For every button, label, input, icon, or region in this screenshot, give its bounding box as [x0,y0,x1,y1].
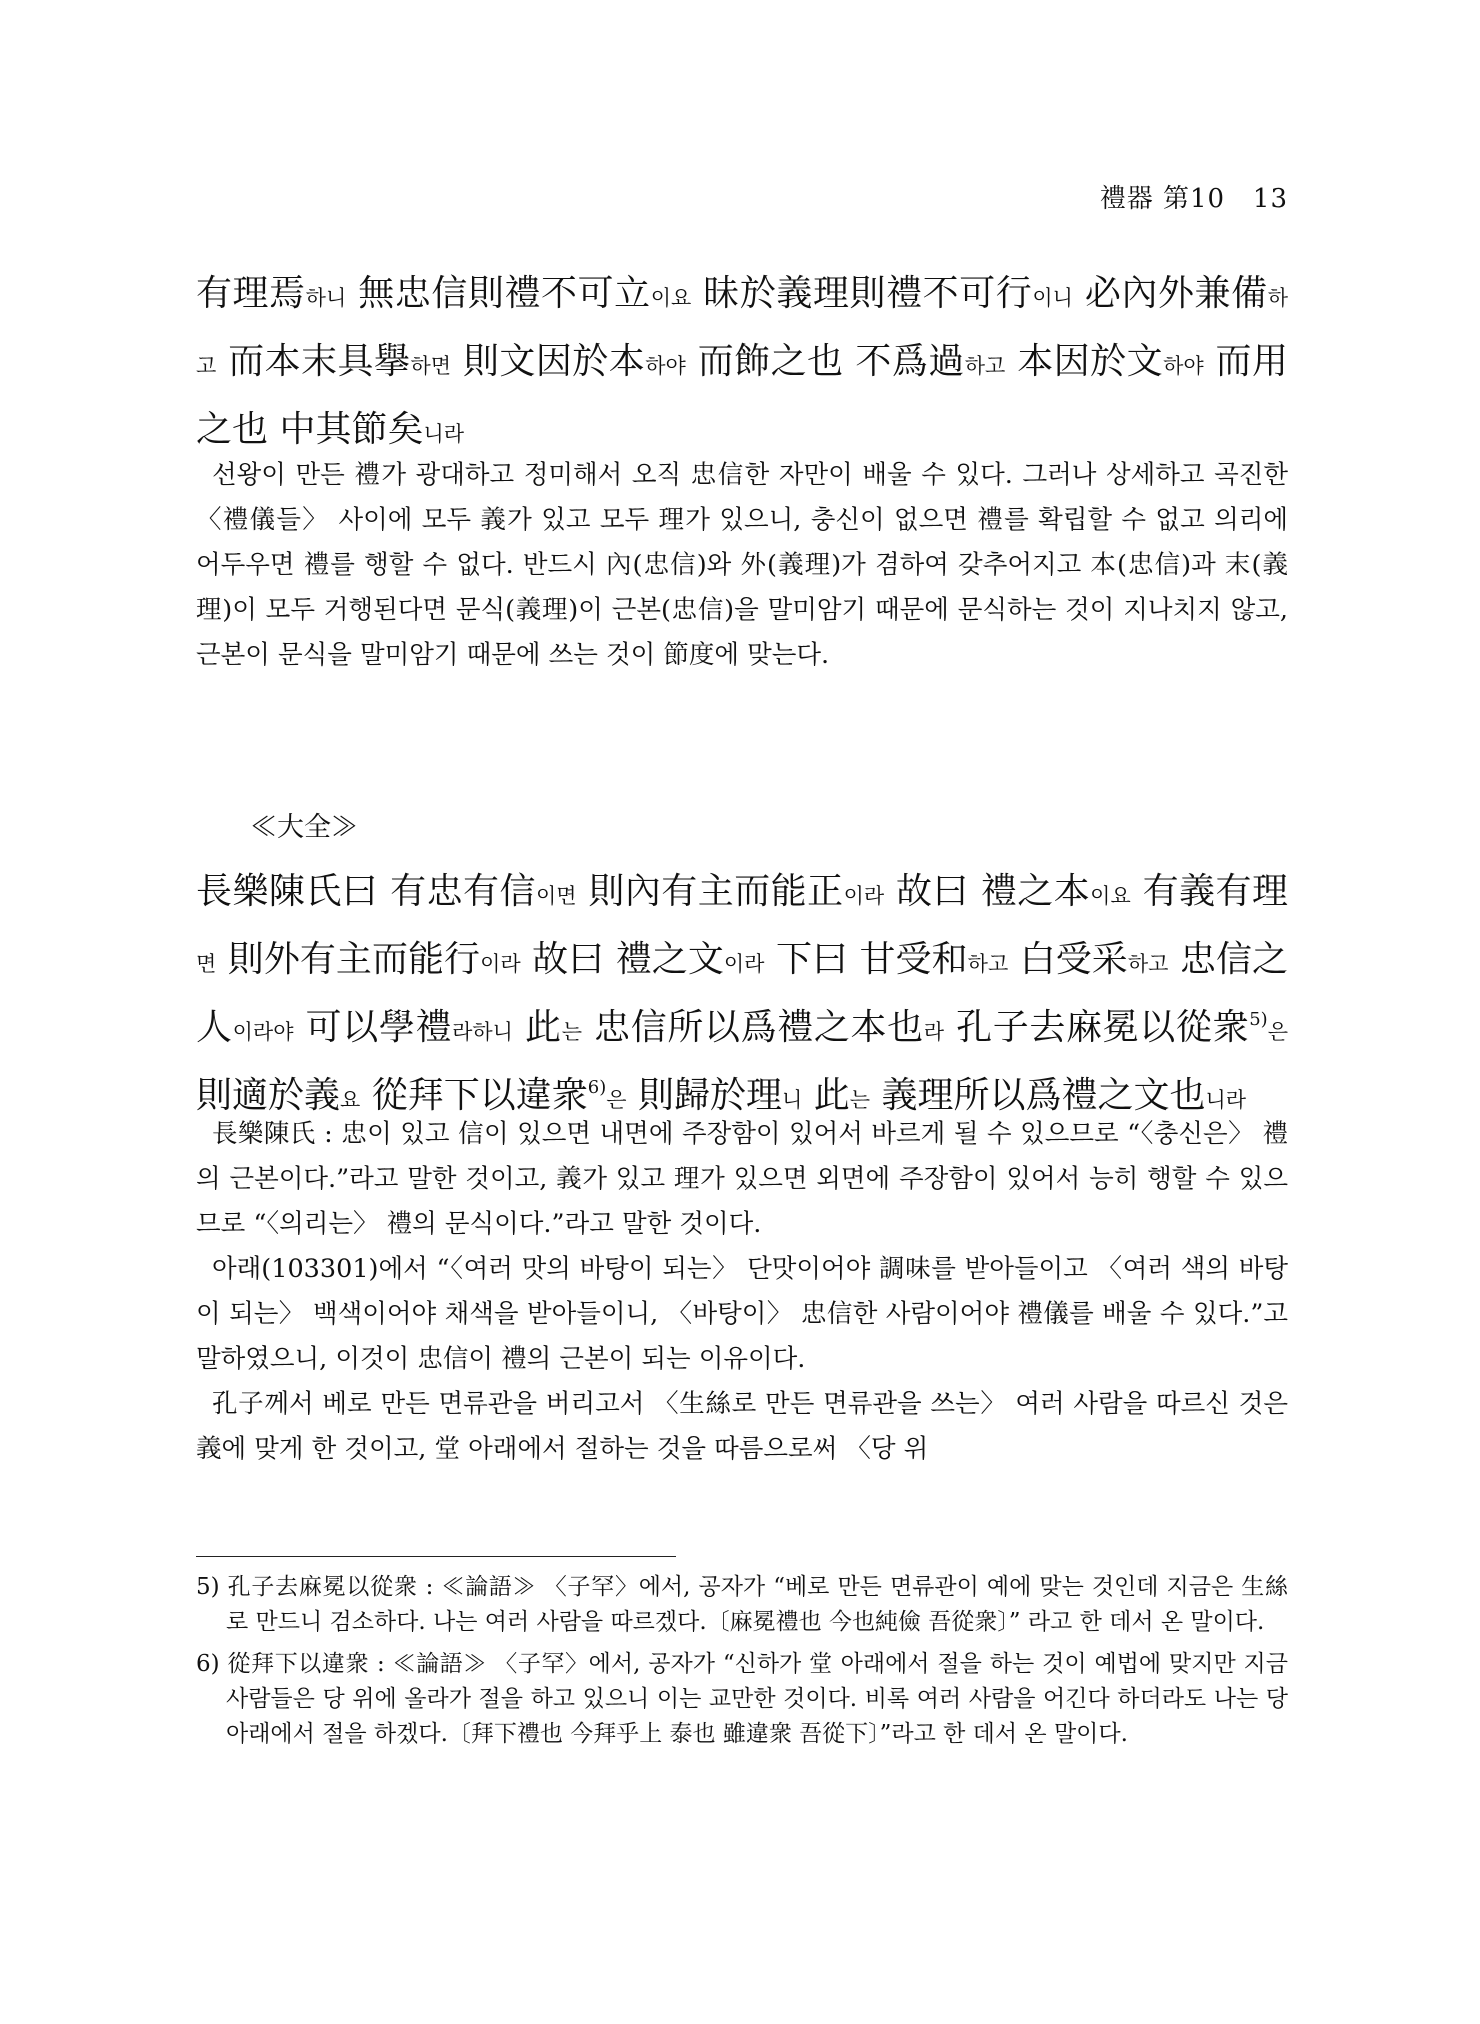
hangul-particle: 는 [849,1088,871,1112]
hangul-particle: 니라 [1205,1088,1247,1112]
section-label: ≪大全≫ [250,812,358,843]
hanja-text: 故曰 禮之本 [884,871,1091,912]
hanja-text: 有義有理 [1130,871,1288,912]
hangul-particle: 하니 [305,286,347,310]
hangul-particle: 라하니 [452,1020,513,1044]
hanja-text: 義理所以爲禮之文也 [870,1075,1206,1116]
hangul-particle: 이면 [535,884,577,908]
hanja-text: 故曰 禮之文 [520,939,724,980]
footnote-divider [196,1556,676,1557]
hangul-particle: 하고 [967,952,1009,976]
hangul-particle: 하고 [196,286,1288,378]
hangul-particle: 하고 [1127,952,1169,976]
passage2-translation [196,1112,1288,1472]
footnote-5: 5) 孔子去麻冕以從衆 : ≪論語≫ 〈子罕〉에서, 공자가 “베로 만든 면류관이 예에 맞는 것인데 지금은 生絲로 만드니 검소하다. 나는 여러 사람을 따르겠다.〔麻冕禮也 今也純儉 吾從衆〕” 라고 한 데서 온 말이다. [196,1574,1288,1635]
hanja-text: 昧於義理則禮不可行 [691,273,1033,314]
hangul-particle: 이니 [1032,286,1073,310]
hangul-particle: 이요 [650,286,692,310]
running-header [1000,178,1288,215]
hanja-text: 則歸於理 [626,1075,782,1116]
hanja-text: 則適於義 [196,1075,341,1116]
header-chapter: 第10 [1163,184,1226,214]
hanja-text: 必內外兼備 [1072,273,1268,314]
hanja-text: 而本末具擧 [216,341,411,382]
hangul-particle: 면 [196,952,217,976]
hanja-text: 從拜下以違衆 [360,1075,588,1116]
hangul-particle: 은 [606,1088,627,1112]
hangul-particle: 요 [340,1088,361,1112]
hanja-text: 此 [802,1075,850,1116]
passage1-hanja [196,262,1288,466]
header-book-title: 禮器 [1099,184,1154,214]
hangul-particle: 는 [561,1020,582,1044]
hangul-particle: 이라 [480,952,521,976]
hanja-text: 有理焉 [196,273,306,314]
hanja-text: 白受采 [1008,939,1128,980]
hanja-text: 本因於文 [1005,341,1164,382]
hanja-text: 則外有主而能行 [216,939,481,980]
hangul-particle: 이라야 [232,1020,294,1044]
passage1-translation-paragraph: 선왕이 만든 禮가 광대하고 정미해서 오직 忠信한 자만이 배울 수 있다. 그러나 상세하고 곡진한 〈禮儀들〉 사이에 모두 義가 있고 모두 理가 있으니, 충신이 없으면 禮를 확립할 수 없고 의리에 어두우면 禮를 행할 수 없다. 반드시 內(忠信)와 外(義理)가 겸하여 갖추어지고 本(忠信)과 末(義理)이 모두 거행된다면 문식(義理)이 근본(忠信)을 말미암기 때문에 문식하는 것이 지나치지 않고, 근본이 문식을 말미암기 때문에 쓰는 것이 節度에 맞는다. [196,460,1288,670]
hanja-text: 忠信之人 [196,939,1289,1048]
passage2-hanja [196,860,1288,1132]
hangul-particle: 하야 [1163,354,1204,378]
footnote-ref: 6) [587,1077,607,1098]
hangul-particle: 니 [782,1088,803,1112]
hangul-particle: 이요 [1090,884,1131,908]
passage1-translation [196,453,1288,678]
hanja-text: 則文因於本 [451,341,646,382]
hanja-text: 無忠信則禮不可立 [346,273,651,314]
footnote-6: 6) 從拜下以違衆 : ≪論語≫ 〈子罕〉에서, 공자가 “신하가 堂 아래에서 절을 하는 것이 예법에 맞지만 지금 사람들은 당 위에 올라가 절을 하고 있으니 이는 교만한 것이다. 비록 여러 사람을 어긴다 하더라도 나는 당 아래에서 절을 하겠다.〔拜下禮也 今拜乎上 泰也 雖違衆 吾從下〕”라고 한 데서 온 말이다. [196,1651,1288,1747]
hanja-text: 可以學禮 [293,1007,453,1048]
footnote-ref: 5) [1249,1009,1268,1030]
hangul-particle: 이라 [843,884,885,908]
hangul-particle: 하야 [645,354,686,378]
hanja-text: 長樂陳氏曰 有忠有信 [196,871,536,912]
hanja-text: 則內有主而能正 [576,871,844,912]
hanja-text: 而飾之也 不爲過 [685,341,965,382]
hangul-particle: 니라 [423,422,465,446]
hangul-particle: 하면 [410,354,452,378]
footnotes [196,1570,1288,1759]
hangul-particle: 은 [1267,1020,1288,1044]
hanja-text: 下曰 甘受和 [764,939,968,980]
translation-paragraph: 長樂陳氏 : 忠이 있고 信이 있으면 내면에 주장함이 있어서 바르게 될 수 있으므로 “〈충신은〉 禮의 근본이다.”라고 말한 것이고, 義가 있고 理가 있으면 외면에 주장함이 있어서 능히 행할 수 있으므로 “〈의리는〉 禮의 문식이다.”라고 말한 것이다. [196,1119,1288,1239]
hangul-particle: 라 [923,1020,945,1044]
hangul-particle: 하고 [964,354,1006,378]
translation-paragraph: 孔子께서 베로 만든 면류관을 버리고서 〈生絲로 만든 면류관을 쓰는〉 여러 사람을 따르신 것은 義에 맞게 한 것이고, 堂 아래에서 절하는 것을 따름으로써 〈당 위 [196,1389,1288,1464]
header-page-number: 13 [1252,184,1288,214]
hangul-particle: 이라 [723,952,765,976]
translation-paragraph: 아래(103301)에서 “〈여러 맛의 바탕이 되는〉 단맛이어야 調味를 받아들이고 〈여러 색의 바탕이 되는〉 백색이어야 채색을 받아들이니, 〈바탕이〉 忠信한 사람이어야 禮儀를 배울 수 있다.”고 말하였으니, 이것이 忠信이 禮의 근본이 되는 이유이다. [196,1254,1288,1374]
hanja-text: 此 [512,1007,562,1048]
hanja-text: 忠信所以爲禮之本也 [581,1007,924,1048]
hanja-text: 而用之也 中其節矣 [196,341,1288,450]
hanja-text: 孔子去麻冕以從衆 [944,1007,1250,1048]
